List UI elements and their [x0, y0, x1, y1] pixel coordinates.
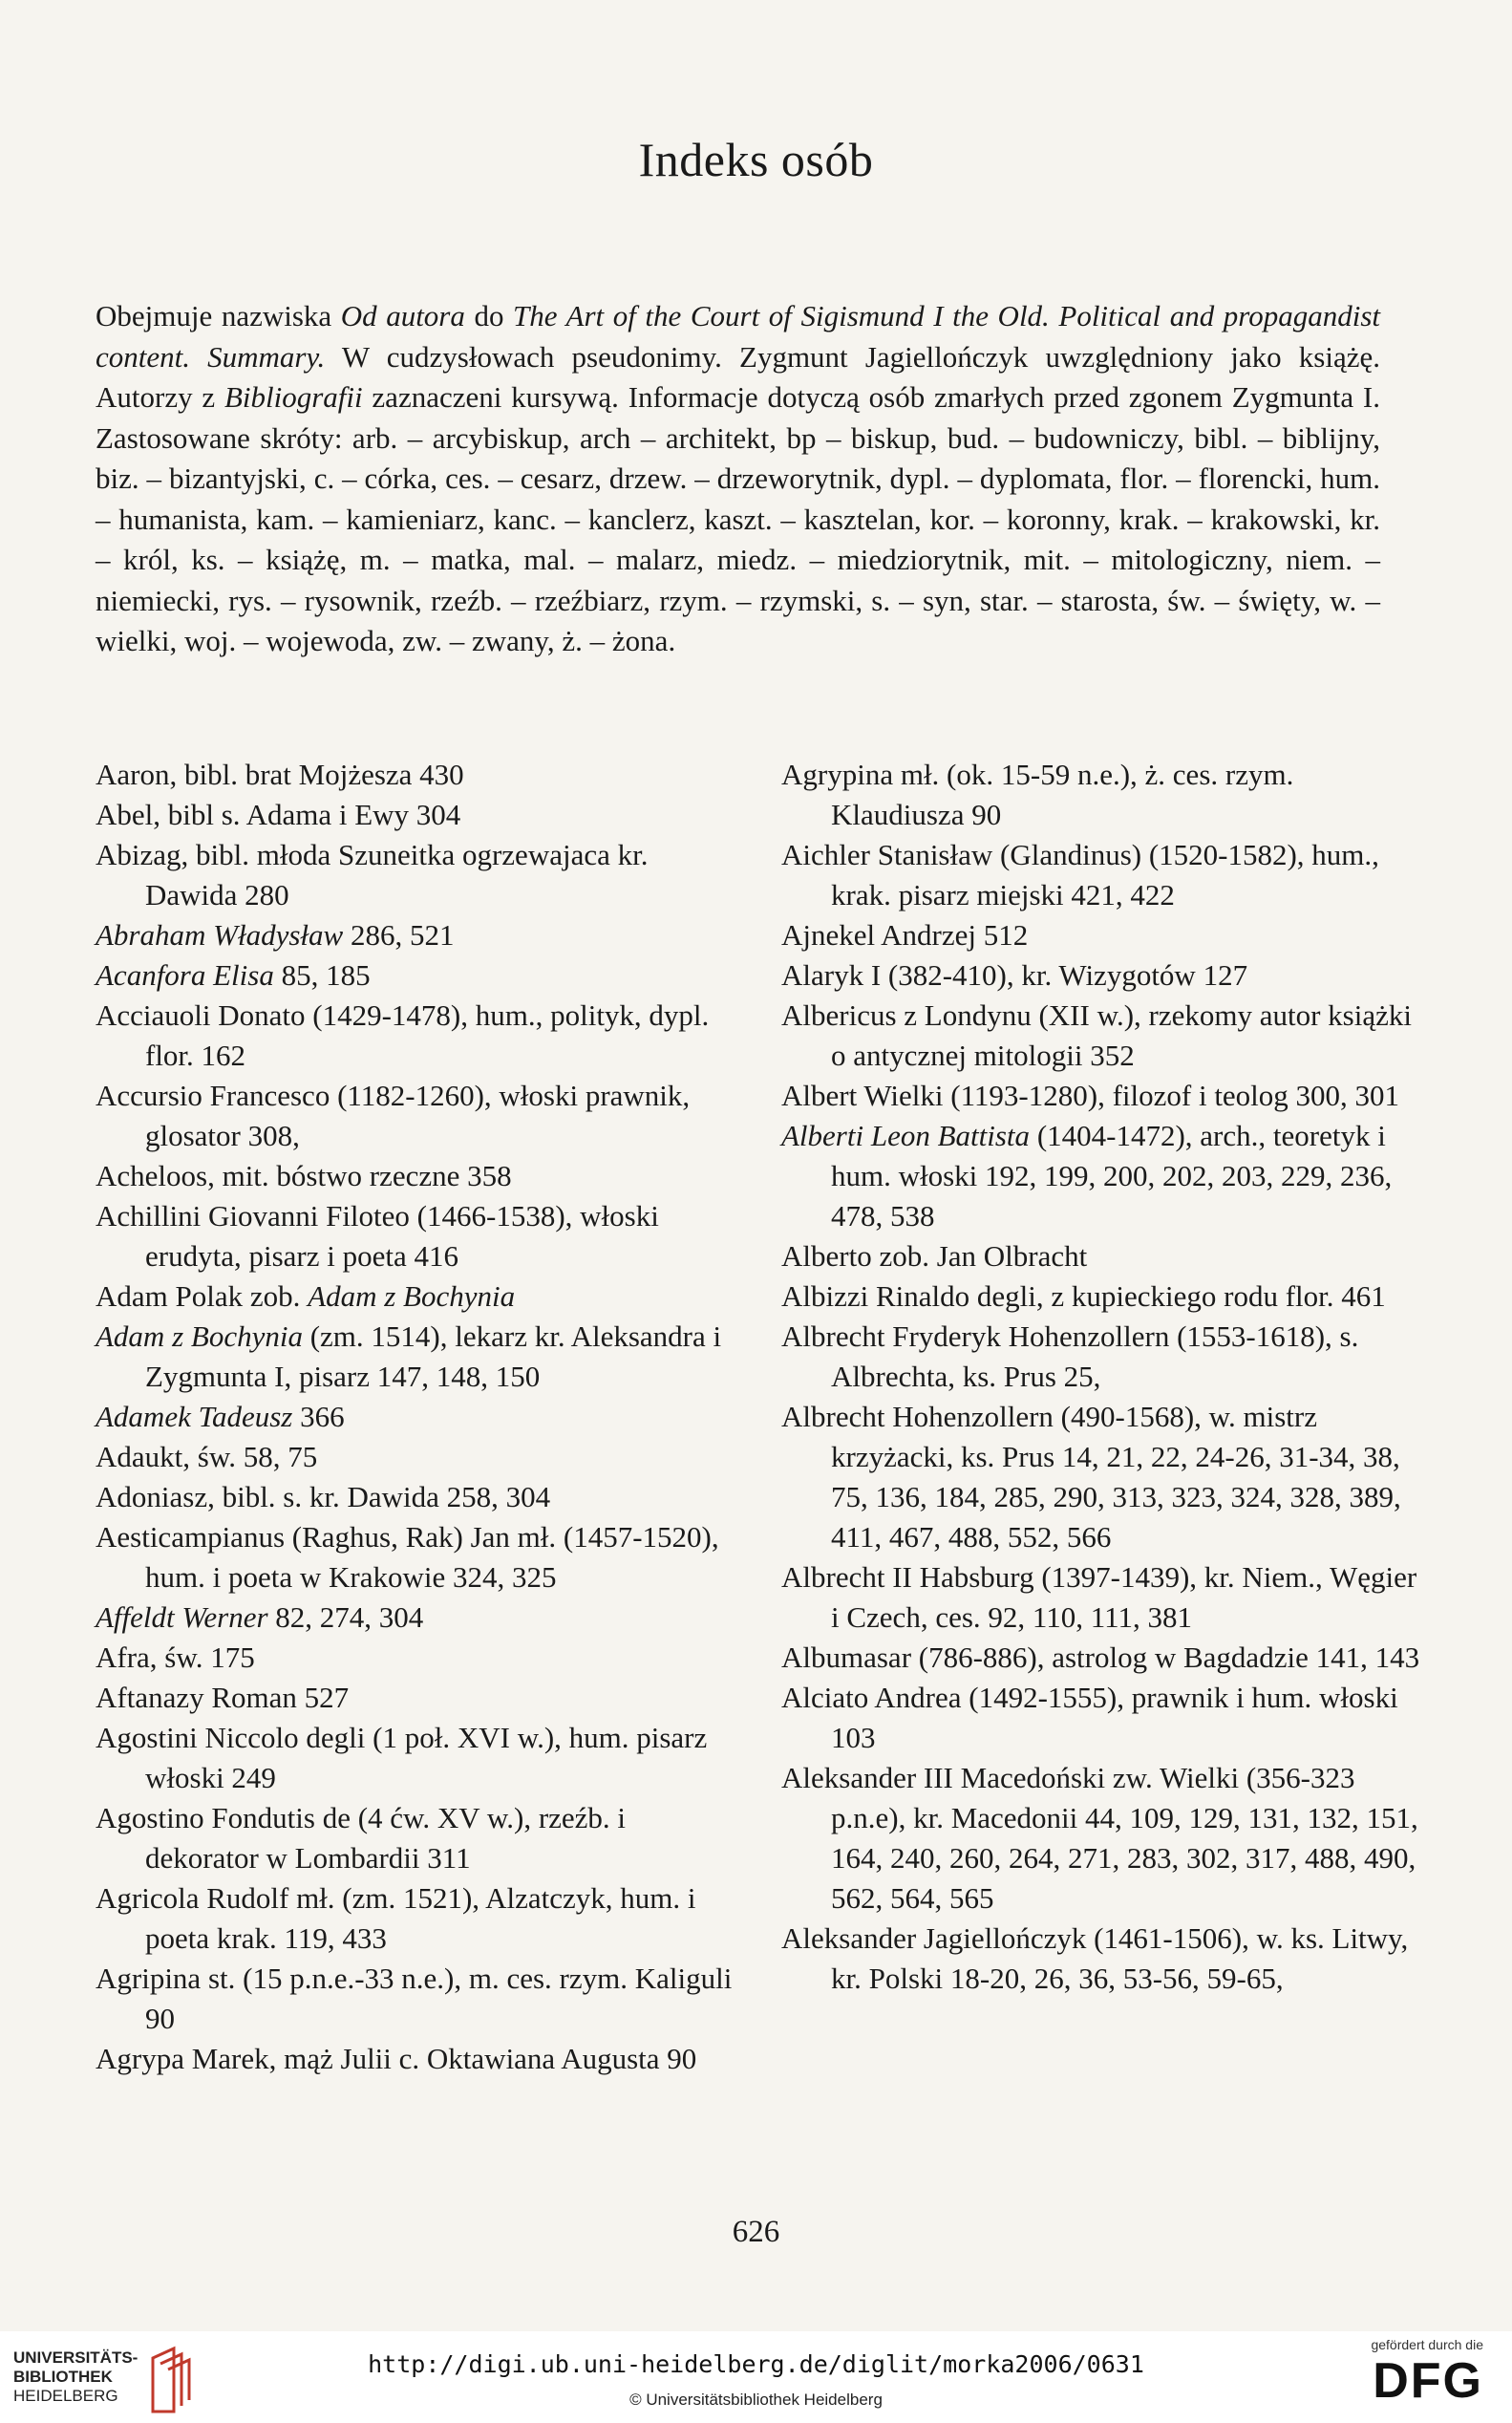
index-entry	[96, 1276, 735, 1317]
index-entry	[781, 1276, 1421, 1317]
index-entry	[781, 1557, 1421, 1638]
text-run: Albrecht Hohenzollern (490-1568), w. mistrz krzyżacki, ks. Prus 14, 21, 22, 24-26, 31-34, 38, 75, 136, 184, 285, 290, 313, 323, 324, 328, 389, 411, 467, 488, 552, 566	[781, 1400, 1401, 1554]
text-run: W cudzysłowach pseudonimy. Zygmunt Jagiellończyk uwzględniony jako książę. Autorzy z	[96, 339, 1380, 414]
index-entry	[96, 795, 735, 835]
italic-text: Adamek Tadeusz	[96, 1400, 293, 1433]
index-column-left	[96, 755, 735, 2079]
index-entry	[781, 835, 1421, 915]
dfg-logo-block	[1340, 2337, 1483, 2419]
index-entry	[781, 1758, 1421, 1919]
copyright-notice: © Universitätsbibliothek Heidelberg	[629, 2391, 883, 2409]
text-run: Adoniasz, bibl. s. kr. Dawida 258, 304	[96, 1480, 551, 1513]
text-run: (1404-1472), arch., teoretyk i hum. włoski 192, 199, 200, 202, 203, 229, 236, 478, 538	[831, 1119, 1393, 1233]
text-run: Ajnekel Andrzej 512	[781, 918, 1029, 952]
library-name-line-1: UNIVERSITÄTS-	[13, 2348, 138, 2367]
intro-paragraph	[96, 296, 1380, 662]
text-run: Aftanazy Roman 527	[96, 1681, 350, 1714]
index-entry	[781, 1638, 1421, 1678]
dfg-logo: DFG	[1373, 2353, 1483, 2409]
text-run: Acheloos, mit. bóstwo rzeczne 358	[96, 1159, 512, 1192]
text-run: Aesticampianus (Raghus, Rak) Jan mł. (1457-1520), hum. i poeta w Krakowie 324, 325	[96, 1520, 719, 1594]
text-run: Agostino Fondutis de (4 ćw. XV w.), rzeźb. i dekorator w Lombardii 311	[96, 1801, 627, 1875]
text-run: Aleksander Jagiellończyk (1461-1506), w. ks. Litwy, kr. Polski 18-20, 26, 36, 53-56, 59-65,	[781, 1921, 1409, 1995]
text-run: Albizzi Rinaldo degli, z kupieckiego rodu flor. 461	[781, 1279, 1386, 1313]
text-run: zaznaczeni kursywą. Informacje dotyczą osób zmarłych przed zgonem Zygmunta I. Zastosowane skróty: arb. – arcybiskup, arch – architekt, bp – biskup, bud. – budowniczy, bibl. – biblijny, biz. – bizantyjski, c. – córka, ces. – cesarz, drzew. – drzeworytnik, dypl. – dyplomata, flor. – florencki, hum. – humanista, kam. – kamieniarz, kanc. – kanclerz, kaszt. – kasztelan, kor. – koronny, krak. – krakowski, kr. – król, ks. – książę, m. – matka, mal. – malarz, miedz. – miedziorytnik, mit. – mitologiczny, niem. – niemiecki, rys. – rysownik, rzeźb. – rzeźbiarz, rzym. – rzymski, s. – syn, star. – starosta, św. – święty, w. – wielki, woj. – wojewoda, zw. – zwany, ż. – żona.	[96, 380, 1381, 657]
index-entry	[96, 755, 735, 795]
text-run: Aichler Stanisław (Glandinus) (1520-1582), hum., krak. pisarz miejski 421, 422	[781, 838, 1379, 911]
page-title: Indeks osób	[638, 133, 874, 186]
text-run: Agricola Rudolf mł. (zm. 1521), Alzatczyk, hum. i poeta krak. 119, 433	[96, 1881, 696, 1955]
text-run: Aleksander III Macedoński zw. Wielki (356-323 p.n.e), kr. Macedonii 44, 109, 129, 131, 132, 151, 164, 240, 260, 264, 271, 283, 302, 317, 488, 490, 562, 564, 565	[781, 1761, 1418, 1915]
text-run: Albrecht Fryderyk Hohenzollern (1553-1618), s. Albrechta, ks. Prus 25,	[781, 1319, 1359, 1393]
index-entry	[781, 1317, 1421, 1397]
text-run: Agostini Niccolo degli (1 poł. XVI w.), hum. pisarz włoski 249	[96, 1721, 708, 1794]
italic-text: Acanfora Elisa	[96, 958, 274, 992]
index-entry	[96, 1597, 735, 1638]
text-run: Agripina st. (15 p.n.e.-33 n.e.), m. ces. rzym. Kaliguli 90	[96, 1962, 733, 2035]
italic-text: Od autora	[340, 299, 465, 332]
text-run: 286, 521	[343, 918, 455, 952]
text-run: Abel, bibl s. Adama i Ewy 304	[96, 798, 461, 831]
index-entry	[96, 1718, 735, 1798]
text-run: Albumasar (786-886), astrolog w Bagdadzie 141, 143	[781, 1640, 1420, 1674]
text-run: Adaukt, św. 58, 75	[96, 1440, 318, 1473]
index-entry	[96, 2039, 735, 2079]
italic-text: Adam z Bochynia	[308, 1279, 516, 1313]
index-entry	[96, 1678, 735, 1718]
index-entry	[96, 1517, 735, 1597]
index-entry	[96, 835, 735, 915]
index-entry	[781, 1678, 1421, 1758]
index-entry	[781, 755, 1421, 835]
index-entry	[96, 1878, 735, 1959]
index-entry	[781, 1236, 1421, 1276]
text-run: Albert Wielki (1193-1280), filozof i teolog 300, 301	[781, 1079, 1400, 1112]
text-run: Obejmuje nazwiska	[96, 299, 341, 332]
text-run: Acciauoli Donato (1429-1478), hum., polityk, dypl. flor. 162	[96, 998, 710, 1072]
index-column-right	[781, 755, 1421, 1999]
index-entry	[781, 955, 1421, 996]
index-entry	[781, 1076, 1421, 1116]
index-entry	[96, 955, 735, 996]
text-run: Accursio Francesco (1182-1260), włoski prawnik, glosator 308,	[96, 1079, 691, 1152]
text-run: Agrypina mł. (ok. 15-59 n.e.), ż. ces. rzym. Klaudiusza 90	[781, 758, 1294, 831]
text-run: 85, 185	[273, 958, 371, 992]
index-entry	[96, 1196, 735, 1276]
italic-text: Adam z Bochynia	[96, 1319, 303, 1353]
index-entry	[781, 1397, 1421, 1557]
index-entry	[96, 996, 735, 1076]
text-run: Albrecht II Habsburg (1397-1439), kr. Niem., Węgier i Czech, ces. 92, 110, 111, 381	[781, 1560, 1417, 1634]
text-run: Alberto zob. Jan Olbracht	[781, 1239, 1088, 1273]
index-entry	[96, 1076, 735, 1156]
index-entry	[96, 1959, 735, 2039]
italic-text: The Art of the Court of Sigismund I the Old. Political and propagandist content. Summary.	[96, 299, 1380, 374]
text-run: Aaron, bibl. brat Mojżesza 430	[96, 758, 464, 791]
italic-text: Abraham Władysław	[96, 918, 344, 952]
index-entry	[96, 1437, 735, 1477]
permalink-url[interactable]: http://digi.ub.uni-heidelberg.de/diglit/morka2006/0631	[368, 2350, 1144, 2378]
index-entry	[96, 1317, 735, 1397]
text-run: (zm. 1514), lekarz kr. Aleksandra i Zygmunta I, pisarz 147, 148, 150	[145, 1319, 722, 1393]
index-entry	[96, 915, 735, 955]
text-run: Agrypa Marek, mąż Julii c. Oktawiana Augusta 90	[96, 2042, 697, 2075]
library-name-line-3: HEIDELBERG	[13, 2387, 118, 2405]
footer-bar	[0, 2331, 1512, 2423]
text-run: Alaryk I (382-410), kr. Wizygotów 127	[781, 958, 1248, 992]
index-entry	[96, 1638, 735, 1678]
text-run: Afra, św. 175	[96, 1640, 255, 1674]
italic-text: Alberti Leon Battista	[781, 1119, 1031, 1152]
italic-text: Affeldt Werner	[96, 1600, 268, 1634]
text-run: 366	[292, 1400, 345, 1433]
index-entry	[781, 1116, 1421, 1236]
index-entry	[96, 1156, 735, 1196]
text-run: Albericus z Londynu (XII w.), rzekomy autor książki o antycznej mitologii 352	[781, 998, 1412, 1072]
text-run: do	[464, 299, 514, 332]
index-entry	[781, 996, 1421, 1076]
text-run: Abizag, bibl. młoda Szuneitka ogrzewajaca kr. Dawida 280	[96, 838, 649, 911]
index-entry	[96, 1798, 735, 1878]
dfg-caption: gefördert durch die	[1371, 2337, 1483, 2352]
library-name-line-2: BIBLIOTHEK	[13, 2368, 113, 2386]
text-run: Adam Polak zob.	[96, 1279, 309, 1313]
text-run: 82, 274, 304	[267, 1600, 424, 1634]
italic-text: Bibliografii	[224, 380, 363, 414]
index-entry	[96, 1477, 735, 1517]
text-run: Achillini Giovanni Filoteo (1466-1538), włoski erudyta, pisarz i poeta 416	[96, 1199, 659, 1273]
index-entry	[781, 915, 1421, 955]
index-entry	[781, 1919, 1421, 1999]
text-run: Alciato Andrea (1492-1555), prawnik i hum. włoski 103	[781, 1681, 1398, 1754]
page-number: 626	[732, 2215, 780, 2249]
index-entry	[96, 1397, 735, 1437]
